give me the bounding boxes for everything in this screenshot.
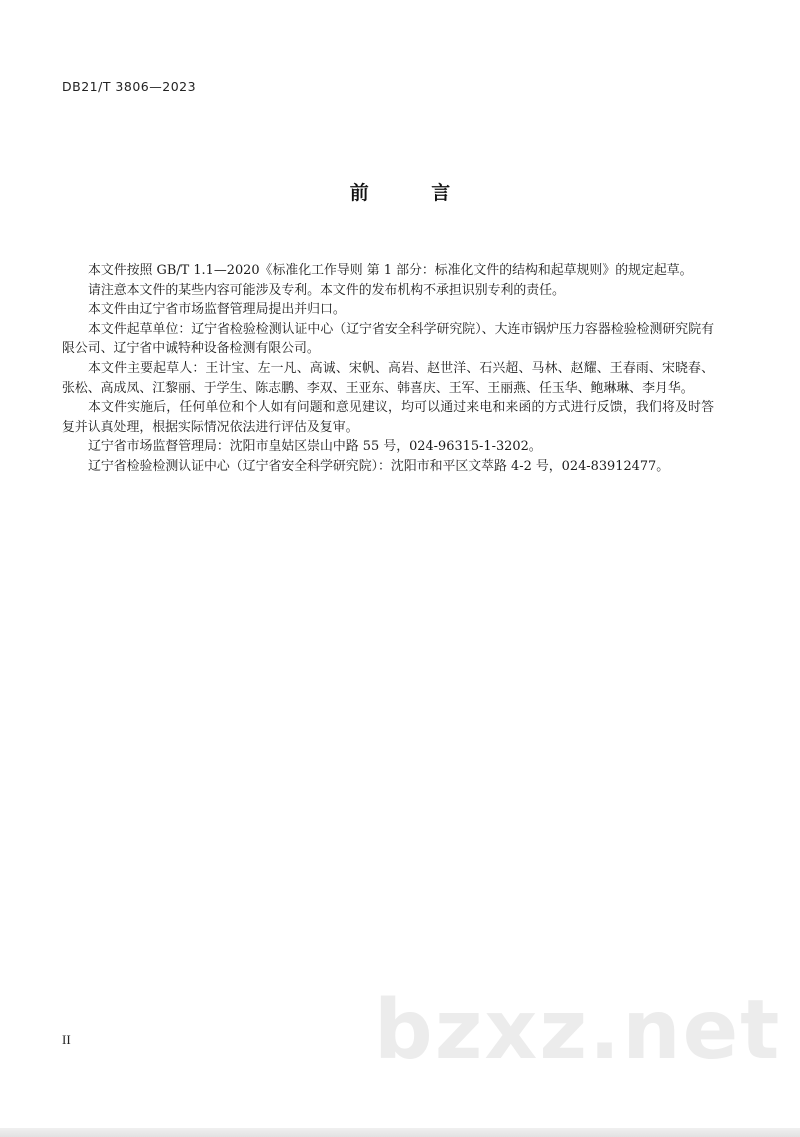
page-bottom-edge	[0, 1128, 800, 1137]
watermark: bzxz.net	[374, 983, 782, 1078]
paragraph-drafting-rules: 本文件按照 GB/T 1.1—2020《标准化工作导则 第 1 部分：标准化文件的结构和起草规则》的规定起草。	[88, 263, 693, 278]
foreword-body	[62, 261, 714, 477]
document-code: DB21/T 3806—2023	[62, 79, 197, 94]
paragraph-drafting-units: 本文件起草单位：辽宁省检验检测认证中心（辽宁省安全科学研究院）、大连市锅炉压力容器检验检测研究院有限公司、辽宁省中诚特种设备检测有限公司。	[62, 321, 714, 357]
paragraph-patent-notice: 请注意本文件的某些内容可能涉及专利。本文件的发布机构不承担识别专利的责任。	[88, 282, 565, 298]
page-title: 前 言	[349, 182, 479, 204]
paragraph-proposer: 本文件由辽宁省市场监督管理局提出并归口。	[88, 302, 346, 318]
paragraph-drafters: 本文件主要起草人：王计宝、左一凡、高诚、宋帆、高岩、赵世洋、石兴超、马林、赵耀、王春雨、宋晓春、张松、高成凤、江黎丽、于学生、陈志鹏、李双、王亚东、韩喜庆、王军、王丽燕、任玉华、鲍琳琳、李月华。	[62, 360, 714, 396]
paragraph-contact-center: 辽宁省检验检测认证中心（辽宁省安全科学研究院）：沈阳市和平区文萃路 4-2 号，024-83912477。	[88, 458, 670, 474]
paragraph-contact-bureau: 辽宁省市场监督管理局：沈阳市皇姑区崇山中路 55 号，024-96315-1-3202。	[88, 439, 542, 455]
page-number: II	[62, 1032, 71, 1047]
paragraph-feedback: 本文件实施后，任何单位和个人如有问题和意见建议，均可以通过来电和来函的方式进行反馈，我们将及时答复并认真处理，根据实际情况依法进行评估及复审。	[62, 400, 714, 435]
